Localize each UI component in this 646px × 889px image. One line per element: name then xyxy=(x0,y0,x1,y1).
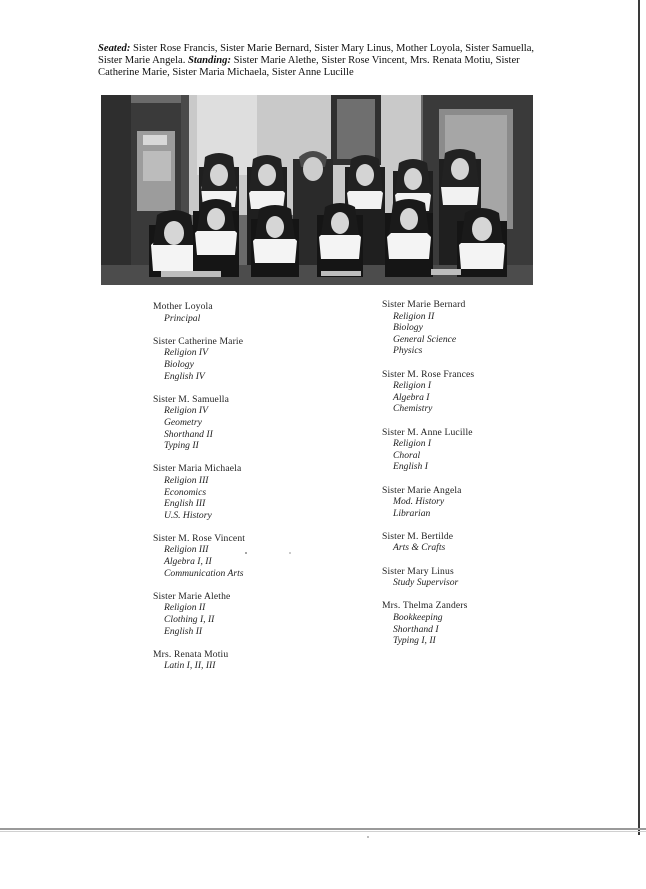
faculty-subject: Arts & Crafts xyxy=(393,542,446,554)
faculty-name: Sister Marie Alethe xyxy=(153,590,231,602)
faculty-name: Sister M. Samuella xyxy=(153,393,229,405)
faculty-subject: Study Supervisor xyxy=(393,577,459,589)
faculty-subject: Communication Arts xyxy=(164,567,244,579)
faculty-name: Sister Catherine Marie xyxy=(153,335,244,347)
faculty-subject: Geometry xyxy=(164,416,202,428)
caption-seated-names: Sister Rose Francis, Sister Marie Bernard, Sister Mary Linus, Mother Loyola, Sister Samuella, Sister Marie Angela. xyxy=(98,43,535,66)
faculty-subject: Shorthand I xyxy=(393,623,439,635)
faculty-subject: General Science xyxy=(393,333,457,345)
faculty-group-photo xyxy=(101,95,533,285)
photo-caption xyxy=(98,43,548,79)
faculty-subject: English IV xyxy=(164,370,205,382)
caption-standing-names: Sister Marie Alethe, Sister Rose Vincent, Mrs. Renata Motiu, Sister Catherine Marie, Sister Maria Michaela, Sister Anne Lucille xyxy=(98,55,520,78)
faculty-name: Sister Marie Angela xyxy=(382,484,462,496)
faculty-name: Sister Mary Linus xyxy=(382,565,454,577)
faculty-name: Sister M. Rose Vincent xyxy=(153,532,246,544)
faculty-subject: Typing II xyxy=(164,440,199,452)
faculty-subject: Religion II xyxy=(164,602,206,614)
faculty-subject: Typing I, II xyxy=(393,635,436,647)
faculty-subject: Biology xyxy=(393,322,423,334)
faculty-entry xyxy=(382,299,582,357)
scan-speck xyxy=(245,552,247,554)
scan-speck xyxy=(289,552,291,554)
faculty-entry xyxy=(382,531,582,554)
caption-standing-label: Standing: xyxy=(188,55,232,66)
faculty-subject: Choral xyxy=(393,449,421,461)
faculty-subject: Algebra I xyxy=(393,391,430,403)
faculty-entry xyxy=(153,394,353,452)
faculty-subject: Principal xyxy=(164,312,201,324)
faculty-group-photo-graphic xyxy=(101,95,533,285)
faculty-entry xyxy=(153,533,353,579)
faculty-subject: Algebra I, II xyxy=(164,556,212,568)
faculty-subject: Religion III xyxy=(164,474,209,486)
faculty-entry xyxy=(153,649,353,672)
faculty-subject: U.S. History xyxy=(164,509,212,521)
page-edge-right xyxy=(638,0,640,835)
faculty-subject: Mod. History xyxy=(393,496,445,508)
faculty-name: Sister M. Rose Frances xyxy=(382,368,475,380)
faculty-entry xyxy=(382,427,582,473)
faculty-name: Mrs. Thelma Zanders xyxy=(382,600,468,612)
faculty-subject: Physics xyxy=(393,345,423,357)
faculty-subject: Shorthand II xyxy=(164,428,213,440)
faculty-subject: Clothing I, II xyxy=(164,614,215,626)
faculty-subject: Chemistry xyxy=(393,403,433,415)
faculty-subject: Religion IV xyxy=(164,347,208,359)
faculty-entry xyxy=(153,463,353,521)
faculty-subject: Religion II xyxy=(393,310,435,322)
faculty-entry xyxy=(382,485,582,520)
faculty-subject: Biology xyxy=(164,358,194,370)
faculty-subject: English I xyxy=(393,461,428,473)
faculty-name: Mother Loyola xyxy=(153,301,213,312)
scan-speck xyxy=(367,836,369,838)
faculty-subject: Religion IV xyxy=(164,405,208,417)
faculty-name: Sister Marie Bernard xyxy=(382,299,466,310)
page-edge-bottom-shadow xyxy=(0,831,646,832)
faculty-entry xyxy=(382,369,582,415)
faculty-subject: Religion I xyxy=(393,438,432,450)
faculty-entry xyxy=(382,600,582,646)
faculty-entry xyxy=(153,591,353,637)
faculty-subject: Bookkeeping xyxy=(393,612,443,624)
faculty-subject: Economics xyxy=(164,486,207,498)
faculty-name: Sister Maria Michaela xyxy=(153,463,242,475)
faculty-entry xyxy=(153,336,353,382)
faculty-entry xyxy=(382,566,582,589)
faculty-entry xyxy=(153,301,353,324)
faculty-list-right xyxy=(382,299,582,658)
faculty-list-left xyxy=(153,301,353,684)
faculty-name: Mrs. Renata Motiu xyxy=(153,648,229,660)
faculty-subject: English II xyxy=(164,625,203,637)
faculty-subject: Latin I, II, III xyxy=(164,660,216,672)
page-edge-bottom xyxy=(0,828,646,830)
caption-seated-label: Seated: xyxy=(98,43,131,54)
faculty-subject: Religion III xyxy=(164,544,209,556)
faculty-name: Sister M. Bertilde xyxy=(382,530,454,542)
faculty-subject: Librarian xyxy=(393,507,431,519)
faculty-subject: Religion I xyxy=(393,380,432,392)
faculty-name: Sister M. Anne Lucille xyxy=(382,426,473,438)
faculty-subject: English III xyxy=(164,498,206,510)
